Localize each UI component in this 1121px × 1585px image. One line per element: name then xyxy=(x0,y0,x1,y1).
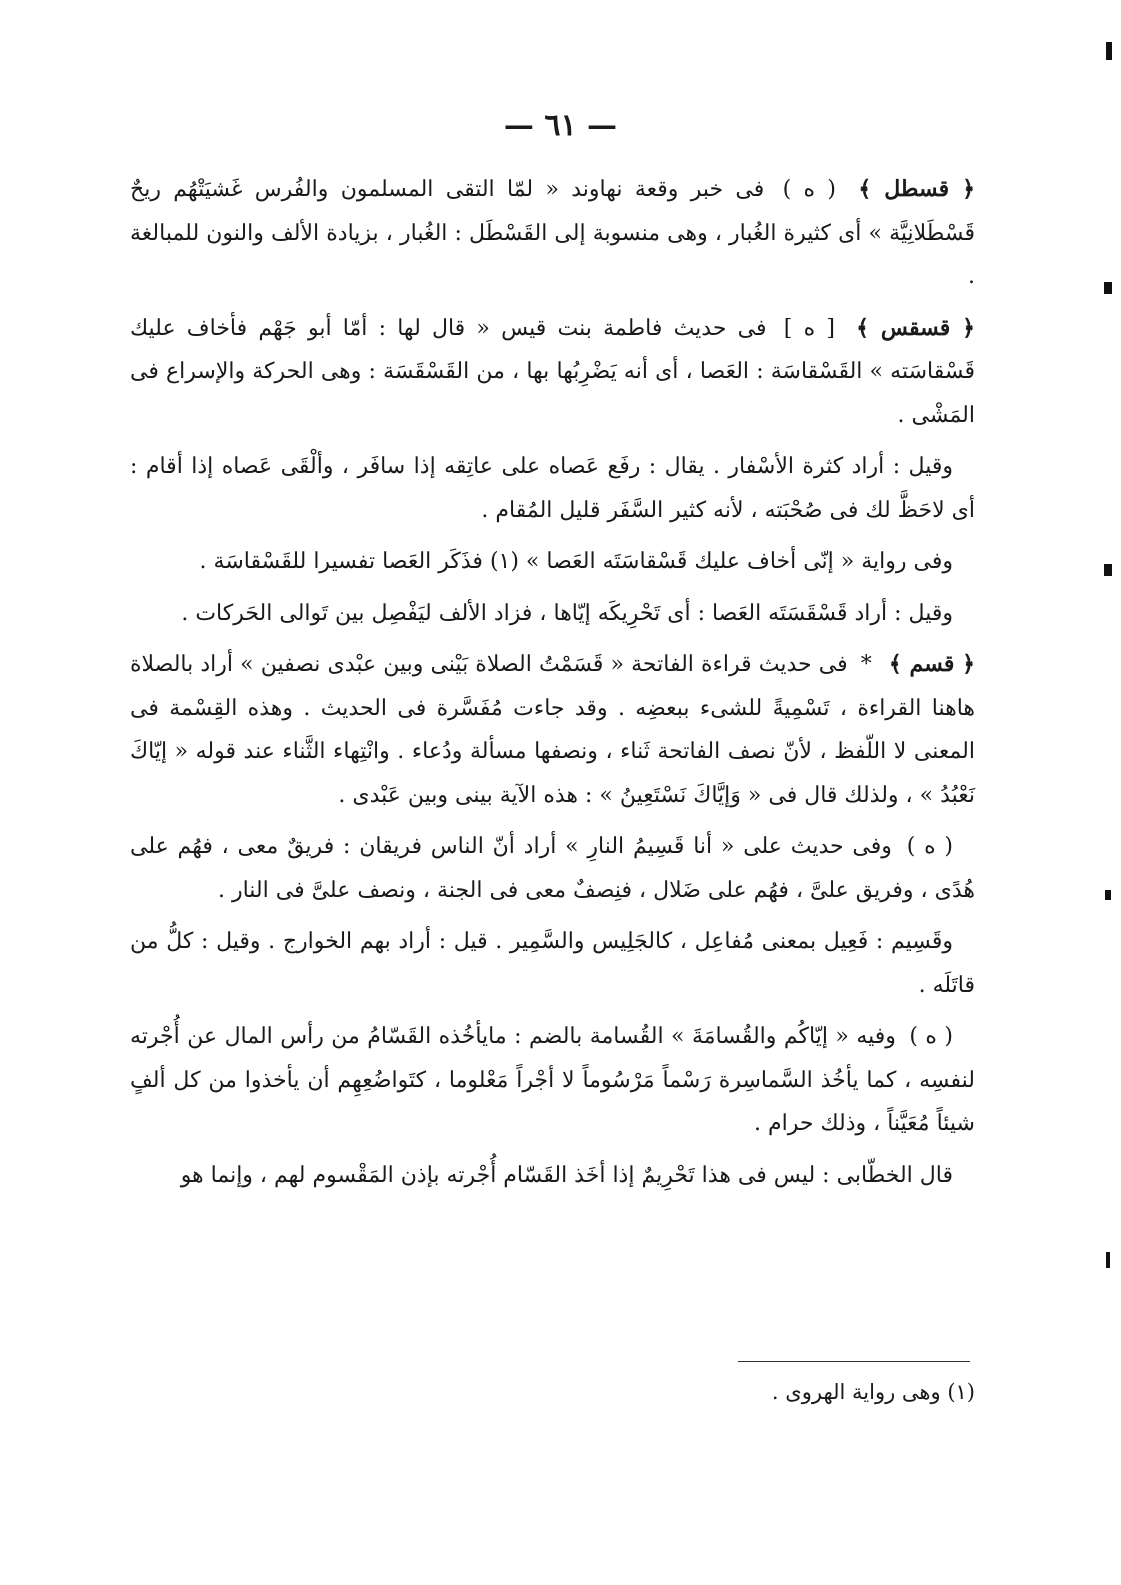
headword: ﴿ قسم ﴾ xyxy=(888,651,976,677)
scan-edge-mark xyxy=(1104,282,1112,294)
paragraph-text: فى حديث قراءة الفاتحة « قَسَمْتُ الصلاة بَيْنى وبين عبْدى نصفين » أراد بالصلاة هاهنا القراءة ، تَسْمِيةً للشىء ببعضِه . وقد جاءت مُفَسَّرة فى الحديث . وهذه القِسْمة فى المعنى لا اللّفظ ، لأنّ نصف الفاتحة ثَناء ، ونصفها مسألة ودُعاء . وانْتِهاء الثَّناء عند قوله « إيّاكَ نَعْبُدُ » ، ولذلك قال فى « وَإيَّاكَ نَسْتَعِينُ » : هذه الآية بينى وبين عَبْدى . xyxy=(130,652,975,808)
scan-edge-mark xyxy=(1106,1252,1110,1268)
scan-edge-mark xyxy=(1104,564,1112,576)
entry-qastal xyxy=(130,168,975,299)
paragraph xyxy=(130,445,975,532)
paragraph-text: قال الخطّابى : ليس فى هذا تَحْرِيمٌ إذا أخَذ القَسّام أُجْرته بإذن المَقْسوم لهم ، وإنما هو xyxy=(180,1162,953,1188)
source-mark: [ ه ] xyxy=(783,315,835,341)
paragraph xyxy=(130,1154,975,1198)
paragraph-text: فى خبر وقعة نهاوند « لمّا التقى المسلمون والفُرس غَشيَتْهُم ريحٌ قَسْطَلانِيَّة » أى كثيرة الغُبار ، وهى منسوبة إلى القَسْطَل : الغُبار ، بزيادة الألف والنون للمبالغة . xyxy=(130,177,975,289)
paragraph-text: فى حديث فاطمة بنت قيس « قال لها : أمّا أبو جَهْم فأخاف عليك قَسْقاسَته » القَسْقاسَة : العَصا ، أى أنه يَضْرِبُها بها ، من القَسْقَسَة : وهى الحركة والإسراع فى المَشْى . xyxy=(130,315,975,428)
source-mark: * xyxy=(860,652,872,677)
source-mark: ( ه ) xyxy=(782,177,837,202)
footnote-divider xyxy=(738,1361,970,1362)
paragraph-text: وفيه « إيّاكُم والقُسامَةَ » القُسامة بالضم : مايأخُذه القَسّامُ من رأس المال عن أُجْرته لنفسِه ، كما يأخُذ السَّماسِرة رَسْماً مَرْسُوماً لا أجْراً مَعْلوما ، كتَواضُعِهِم أن يأخذوا من كل ألفٍ شيئاً مُعَيَّناً ، وذلك حرام . xyxy=(130,1024,975,1136)
paragraph-text: وفى حديث على « أنا قَسِيمُ النارِ » أراد أنّ الناس فريقان : فريقٌ معى ، فهُم على هُدًى ، وفريق علىَّ ، فهُم على ضَلال ، فنِصفٌ معى فى الجنة ، ونصف علىَّ فى النار . xyxy=(130,834,975,903)
footnote: (١) وهى رواية الهروى . xyxy=(771,1380,975,1404)
scan-edge-mark xyxy=(1105,890,1111,900)
paragraph xyxy=(130,1015,975,1146)
paragraph xyxy=(130,920,975,1007)
source-mark: ( ه ) xyxy=(906,834,953,859)
page-number: — ٦١ — xyxy=(503,108,618,143)
scan-edge-mark xyxy=(1106,42,1112,60)
paragraph xyxy=(130,592,975,636)
source-mark: ( ه ) xyxy=(909,1024,953,1049)
headword: ﴿ قسطل ﴾ xyxy=(858,176,975,202)
paragraph-text: وقَسِيم : فَعِيل بمعنى مُفاعِل ، كالجَلِيس والسَّمِير . قيل : أراد بهم الخوارج . وقيل : كلُّ من قاتَلَه . xyxy=(130,929,975,998)
paragraph-text: وفى رواية « إنّى أخاف عليك قَسْقاسَتَه العَصا » (١) فذَكَر العَصا تفسيرا للقَسْقاسَة . xyxy=(199,549,953,574)
entries-body xyxy=(130,168,975,1205)
headword: ﴿ قسقس ﴾ xyxy=(856,314,976,341)
paragraph xyxy=(130,540,975,584)
paragraph-text: وقيل : أراد كثرة الأسْفار . يقال : رفَع عَصاه على عاتِقه إذا سافَر ، وألْقَى عَصاه إذا أقام : أى لاحَظَّ لك فى صُحْبَته ، لأنه كثير السَّفَر قليل المُقام . xyxy=(130,454,975,523)
entry-qasam xyxy=(130,643,975,817)
entry-qasqas xyxy=(130,307,975,438)
paragraph xyxy=(130,825,975,912)
paragraph-text: وقيل : أراد قَسْقَسَتَه العَصا : أى تَحْرِيكَه إيّاها ، فزاد الألف ليَفْصِل بين تَوالى الحَركات . xyxy=(181,600,953,626)
